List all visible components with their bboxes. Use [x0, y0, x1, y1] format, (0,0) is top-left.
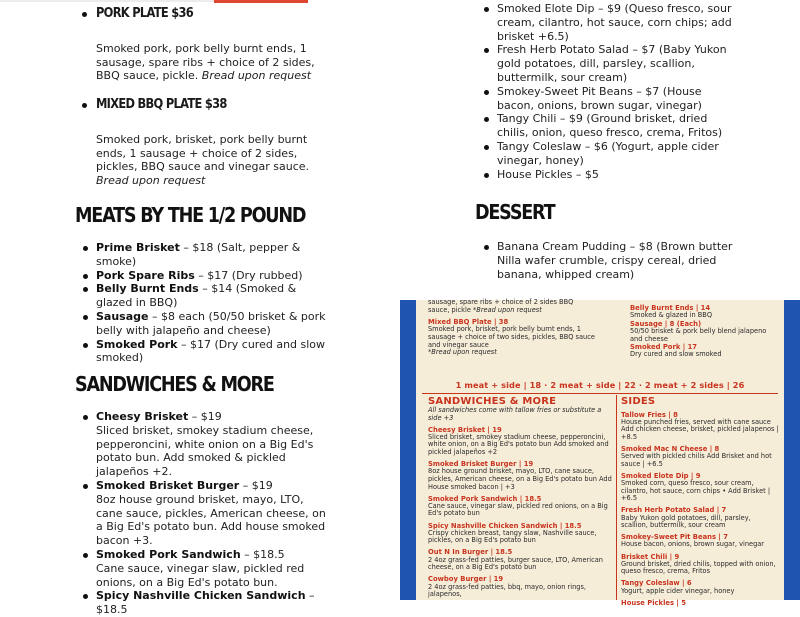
accent-bar [214, 0, 308, 3]
list-item: Tangy Chili – $9 (Ground brisket, dried chilis, onion, queso fresco, crema, Fritos) [497, 112, 737, 140]
photo-item-title: Belly Burnt Ends | 14 [630, 304, 711, 312]
photo-menu-item: Cheesy Brisket | 19 Sliced brisket, smokey stadium cheese, pepperoncini, white onion, on a Big Ed's potato bun Add smoked and pickled jalapeños +2 [428, 425, 609, 457]
photo-menu-item: Smoked Brisket Burger | 19 8oz house ground brisket, mayo, LTO, cane sauce, pickles, American cheese, on a Big Ed's potato bun Add House smoked bacon | +3 [428, 460, 612, 491]
photo-menu-item: Cowboy Burger | 19 2 4oz grass-fed patties, bbq, mayo, onion rings, jalapenos, [428, 575, 586, 599]
mixed-bbq-plate-item [96, 97, 336, 188]
photo-sides-heading: SIDES [621, 396, 656, 407]
bullet [82, 103, 87, 108]
menu-right-column [400, 0, 800, 300]
list-item: Tangy Coleslaw – $6 (Yogurt, apple cider vinegar, honey) [497, 140, 737, 168]
photo-item-title: Sausage | 8 (Each) [630, 319, 702, 328]
photo-menu-item: Smoked Pork Sandwich | 18.5 Cane sauce, vinegar slaw, pickled red onions, on a Big Ed's potato bun [428, 494, 608, 518]
photo-meats [630, 304, 778, 359]
photo-item-desc: Smoked pork, brisket, pork belly burnt ends, 1 sausage + choice of two sides, pickles, BBQ sauce and vinegar sauce [428, 325, 595, 349]
photo-column-divider [616, 395, 617, 600]
photo-menu-item: Spicy Nashville Chicken Sandwich | 18.5 Crispy chicken breast, tangy slaw, Nashville sauce, pickles, on a Big Ed's potato bun [428, 521, 597, 545]
photo-sandwiches-heading: SANDWICHES & MORE [428, 396, 557, 407]
dessert-heading: DESSERT [475, 200, 555, 224]
photo-item-desc: Dry cured and slow smoked [630, 350, 722, 359]
photo-menu-item: Smoked Elote Dip | 9 Smoked corn, queso fresco, sour cream, cilantro, hot sauce, corn chips • Add Brisket | +6.5 [621, 471, 771, 503]
list-item: Smoked Pork – $17 (Dry cured and slow smoked) [96, 338, 328, 366]
sides-list [497, 2, 737, 181]
list-item: Prime Brisket – $18 (Salt, pepper & smoke) [96, 241, 328, 269]
meats-heading: MEATS BY THE 1/2 POUND [75, 203, 306, 227]
list-item: Spicy Nashville Chicken Sandwich – $18.5 [96, 589, 328, 617]
photo-sandwiches [428, 396, 612, 599]
list-item: Smoked Elote Dip – $9 (Queso fresco, sour cream, cilantro, hot sauce, corn chips; add brisket +6.5) [497, 2, 737, 43]
pork-plate-item [96, 6, 336, 83]
list-item: Sausage – $8 each (50/50 brisket & pork belly with jalapeño and cheese) [96, 310, 328, 338]
list-item: Belly Burnt Ends – $14 (Smoked & glazed in BBQ) [96, 282, 328, 310]
photo-item-title: Mixed BBQ Plate | 38 [428, 318, 509, 327]
photo-item-title: Smoked Pork | 17 [630, 343, 698, 352]
list-item: Smoked Pork Sandwich – $18.5 Cane sauce, vinegar slaw, pickled red onions, on a Big Ed's potato bun. [96, 548, 328, 589]
plate-title: MIXED BBQ PLATE $38 [96, 97, 227, 112]
photo-menu-item: Fresh Herb Potato Salad | 7 Baby Yukon gold potatoes, dill, parsley, scallion, buttermilk, sour cream [621, 506, 751, 530]
photo-menu-item: Smokey-Sweet Pit Beans | 7 House bacon, onions, brown sugar, vinegar [621, 533, 765, 549]
menu-photo [400, 298, 800, 607]
plate-title: PORK PLATE $36 [96, 6, 194, 21]
photo-plate-tail: sausage, spare ribs + choice of 2 sides BBQ sauce, pickle *Bread upon request [428, 298, 574, 314]
bullet [82, 12, 87, 17]
photo-item-note: *Bread upon request [428, 348, 497, 357]
list-item: Fresh Herb Potato Salad – $7 (Baby Yukon gold potatoes, dill, parsley, scallion, buttermilk, sour cream) [497, 43, 737, 84]
list-item: Cheesy Brisket – $19 Sliced brisket, smokey stadium cheese, pepperoncini, white onion on a Big Ed's potato bun. Add smoked & pickled jalapeños +2. [96, 410, 328, 479]
photo-menu-item: House Pickles | 5 [621, 598, 687, 607]
list-item: Banana Cream Pudding – $8 (Brown butter Nilla wafer crumble, crispy cereal, dried banana, whipped cream) [497, 240, 737, 281]
photo-menu-item: Tangy Coleslaw | 6 Yogurt, apple cider vinegar, honey [621, 579, 735, 595]
plate-description: Smoked pork, pork belly burnt ends, 1 sausage, spare ribs + choice of 2 sides, BBQ sauce, pickle. Bread upon request [96, 42, 315, 83]
printed-menu [416, 298, 784, 607]
sandwiches-heading: SANDWICHES & MORE [75, 372, 274, 396]
plate-description: Smoked pork, brisket, pork belly burnt ends, 1 sausage + choice of 2 sides, pickles, BBQ sauce and vinegar sauce. Bread upon request [96, 133, 310, 188]
meats-list [96, 241, 328, 365]
list-item: House Pickles – $5 [497, 168, 737, 182]
photo-item-desc: 50/50 brisket & pork belly blend jalapeno and cheese [630, 327, 767, 343]
photo-menu-item: Tallow Fries | 8 House punched fries, served with cane sauce Add chicken cheese, brisket, pickled jalapenos | +8.5 [621, 410, 779, 441]
combo-price-bar: 1 meat + side | 18 · 2 meat + side | 22 · 2 meat + 2 sides | 26 [455, 380, 745, 390]
list-item: Pork Spare Ribs – $17 (Dry rubbed) [96, 269, 328, 283]
photo-sandwiches-subtitle: All sandwiches come with tallow fries or substitute a side +3 [428, 406, 602, 422]
photo-plates [428, 299, 596, 357]
photo-item-desc: Smoked & glazed in BBQ [630, 311, 713, 320]
photo-menu-item: Brisket Chili | 9 Ground brisket, dried chilis, topped with onion, queso fresco, crema, Fritos [621, 552, 776, 576]
list-item: Smokey-Sweet Pit Beans – $7 (House bacon, onions, brown sugar, vinegar) [497, 85, 737, 113]
photo-menu-item: Out N In Burger | 18.5 2 4oz grass-fed patties, burger sauce, LTO, American cheese, on a Big Ed's potato bun [428, 548, 603, 572]
list-item: Smoked Brisket Burger – $19 8oz house ground brisket, mayo, LTO, cane sauce, pickles, American cheese, on a Big Ed's potato bun. Add house smoked bacon +3. [96, 479, 328, 548]
sandwiches-list [96, 410, 328, 617]
photo-menu-item: Smoked Mac N Cheese | 8 Served with pickled chilis Add Brisket and hot sauce | +6.5 [621, 444, 772, 468]
photo-sides [621, 396, 779, 607]
photo-divider [422, 393, 778, 394]
dessert-list [497, 240, 737, 281]
top-divider [0, 0, 214, 2]
